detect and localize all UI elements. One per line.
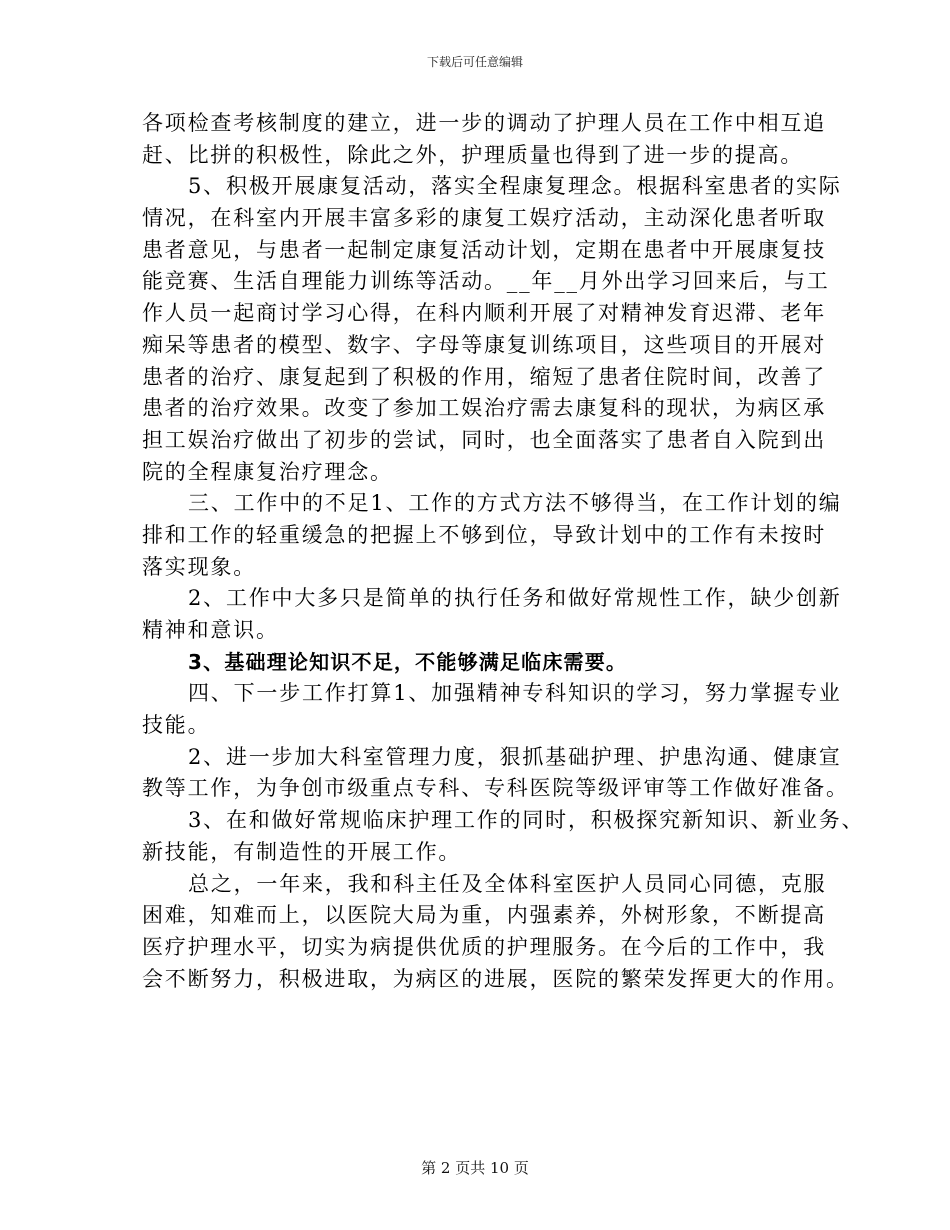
text-line: 作人员一起商讨学习心得，在科内顺利开展了对精神发育迟滞、老年 xyxy=(142,301,826,326)
text-line: 痴呆等患者的模型、数字、字母等康复训练项目，这些项目的开展对 xyxy=(142,332,826,357)
text-line: 赶、比拼的积极性，除此之外，护理质量也得到了进一步的提高。 xyxy=(142,142,804,167)
text-line: 总之，一年来，我和科主任及全体科室医护人员同心同德，克服 xyxy=(188,871,827,896)
text-line: 院的全程康复治疗理念。 xyxy=(142,459,393,484)
text-line: 3、在和做好常规临床护理工作的同时，积极探究新知识、新业务、 xyxy=(188,808,865,833)
text-line: 能竞赛、生活自理能力训练等活动。__年__月外出学习回来后，与工 xyxy=(142,269,830,294)
bold-text-line: 3、基础理论知识不足，不能够满足临床需要。 xyxy=(188,649,628,674)
text-line: 5、积极开展康复活动，落实全程康复理念。根据科室患者的实际 xyxy=(188,174,842,199)
text-line: 精神和意识。 xyxy=(142,618,279,642)
text-line: 患者的治疗、康复起到了积极的作用，缩短了患者住院时间，改善了 xyxy=(142,364,826,389)
document-body xyxy=(142,108,865,995)
text-line: 情况，在科室内开展丰富多彩的康复工娱疗活动，主动深化患者听取 xyxy=(142,206,826,231)
text-line: 2、进一步加大科室管理力度，狠抓基础护理、护患沟通、健康宣 xyxy=(188,744,842,769)
text-line: 医疗护理水平，切实为病提供优质的护理服务。在今后的工作中，我 xyxy=(142,934,826,959)
text-line: 患者的治疗效果。改变了参加工娱治疗需去康复科的现状，为病区承 xyxy=(142,396,826,421)
text-line: 各项检查考核制度的建立，进一步的调动了护理人员在工作中相互追 xyxy=(142,111,826,135)
page-header: 下载后可任意编辑 xyxy=(426,55,523,69)
page-number: 第 2 页共 10 页 xyxy=(421,1159,529,1177)
text-line: 2、工作中大多只是简单的执行任务和做好常规性工作，缺少创新 xyxy=(188,586,842,611)
text-line: 排和工作的轻重缓急的把握上不够到位，导致计划中的工作有未按时 xyxy=(142,522,826,547)
text-line: 教等工作，为争创市级重点专科、专科医院等级评审等工作做好准备。 xyxy=(142,776,849,801)
text-line: 技能。 xyxy=(142,713,211,738)
text-line: 落实现象。 xyxy=(142,554,256,579)
text-line: 担工娱治疗做出了初步的尝试，同时，也全面落实了患者自入院到出 xyxy=(142,427,826,452)
text-line: 新技能，有制造性的开展工作。 xyxy=(142,839,462,864)
text-line: 三、工作中的不足1、工作的方式方法不够得当，在工作计划的编 xyxy=(188,491,842,516)
text-line: 困难，知难而上，以医院大局为重，内强素养，外树形象，不断提高 xyxy=(142,903,826,928)
text-line: 患者意见，与患者一起制定康复活动计划，定期在患者中开展康复技 xyxy=(142,237,826,262)
text-line: 会不断努力，积极进取，为病区的进展，医院的繁荣发挥更大的作用。 xyxy=(142,966,849,991)
text-line: 四、下一步工作打算1、加强精神专科知识的学习，努力掌握专业 xyxy=(188,681,842,706)
